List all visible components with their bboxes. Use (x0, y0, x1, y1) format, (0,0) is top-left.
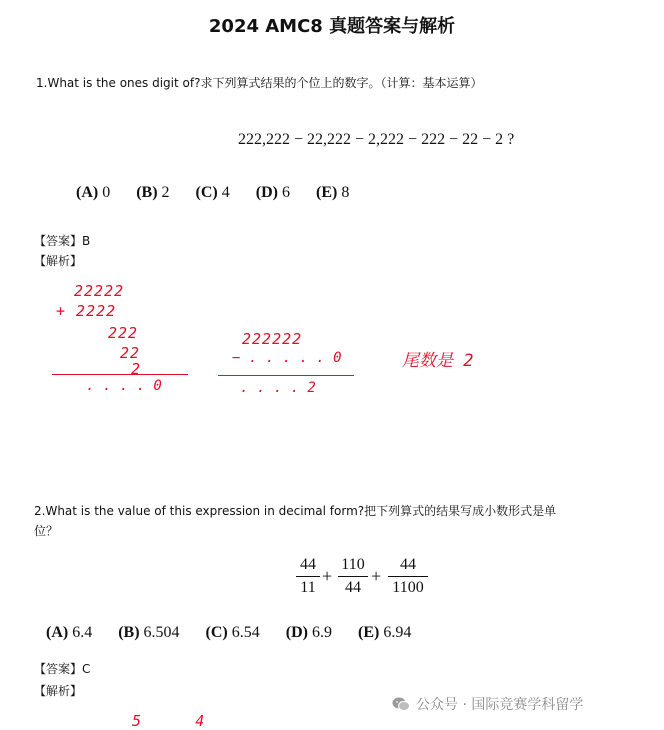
fraction-3 (388, 556, 428, 597)
watermark-text: 公众号 · 国际竞赛学科留学 (416, 697, 584, 713)
watermark (392, 694, 583, 714)
choice-e: (E) 8 (315, 184, 350, 201)
hand-note: 尾数是 2 (402, 351, 474, 371)
hand-bottom-digits: 5 4 (132, 712, 205, 730)
question-2-choices (46, 624, 411, 642)
choice-a: (A) 0 (76, 184, 111, 201)
choice-c: (C) 4 (195, 184, 230, 201)
hand-diff-rule (218, 375, 354, 376)
page-title: 2024 AMC8 真题答案与解析 (208, 16, 456, 37)
question-1-text: 1.What is the ones digit of?求下列算式结果的个位上的数字。（计算：基本运算） (36, 76, 483, 90)
hand-sum-rule (52, 374, 188, 375)
fraction-1-numerator: 44 (296, 556, 320, 577)
hand-line-2: + 2222 (56, 302, 117, 320)
choice-e: (E) 6.94 (357, 624, 412, 641)
choice-b: (B) 2 (136, 184, 170, 201)
question-2-answer: 【答案】C (34, 662, 91, 676)
hand-right-minus: − . . . . . 0 (232, 350, 342, 366)
fraction-1-denominator: 11 (300, 579, 316, 596)
hand-line-5: 2 (131, 360, 141, 378)
fraction-2 (338, 556, 368, 597)
fraction-2-numerator: 110 (338, 556, 368, 577)
hand-line-4: 22 (120, 344, 141, 362)
question-2-text-line2: 位？ (34, 524, 59, 538)
question-2-text-line1: 2.What is the value of this expression in decimal form?把下列算式的结果写成小数形式是单 (34, 504, 557, 518)
question-1-answer: 【答案】B (34, 234, 91, 248)
hand-line-3: 222 (108, 324, 139, 342)
question-1-choices (76, 184, 349, 202)
hand-right-top: 222222 (242, 330, 303, 348)
choice-c: (C) 6.54 (205, 624, 260, 641)
question-1-analysis-label: 【解析】 (34, 254, 83, 268)
plus-2: + (371, 566, 382, 586)
fraction-3-numerator: 44 (388, 556, 428, 577)
question-2-analysis-label: 【解析】 (34, 684, 83, 698)
hand-line-1: 22222 (74, 282, 125, 300)
hand-right-result: . . . . 2 (240, 380, 316, 396)
hand-left-result: . . . . 0 (86, 378, 162, 394)
fraction-3-denominator: 1100 (392, 579, 424, 596)
wechat-icon (392, 696, 410, 712)
choice-a: (A) 6.4 (46, 624, 93, 641)
choice-d: (D) 6 (255, 184, 290, 201)
choice-b: (B) 6.504 (118, 624, 180, 641)
question-1-expression: 222,222 − 22,222 − 2,222 − 222 − 22 − 2 ? (238, 131, 515, 148)
choice-d: (D) 6.9 (285, 624, 332, 641)
fraction-2-denominator: 44 (345, 579, 361, 596)
plus-1: + (322, 566, 333, 586)
fraction-1 (296, 556, 320, 597)
